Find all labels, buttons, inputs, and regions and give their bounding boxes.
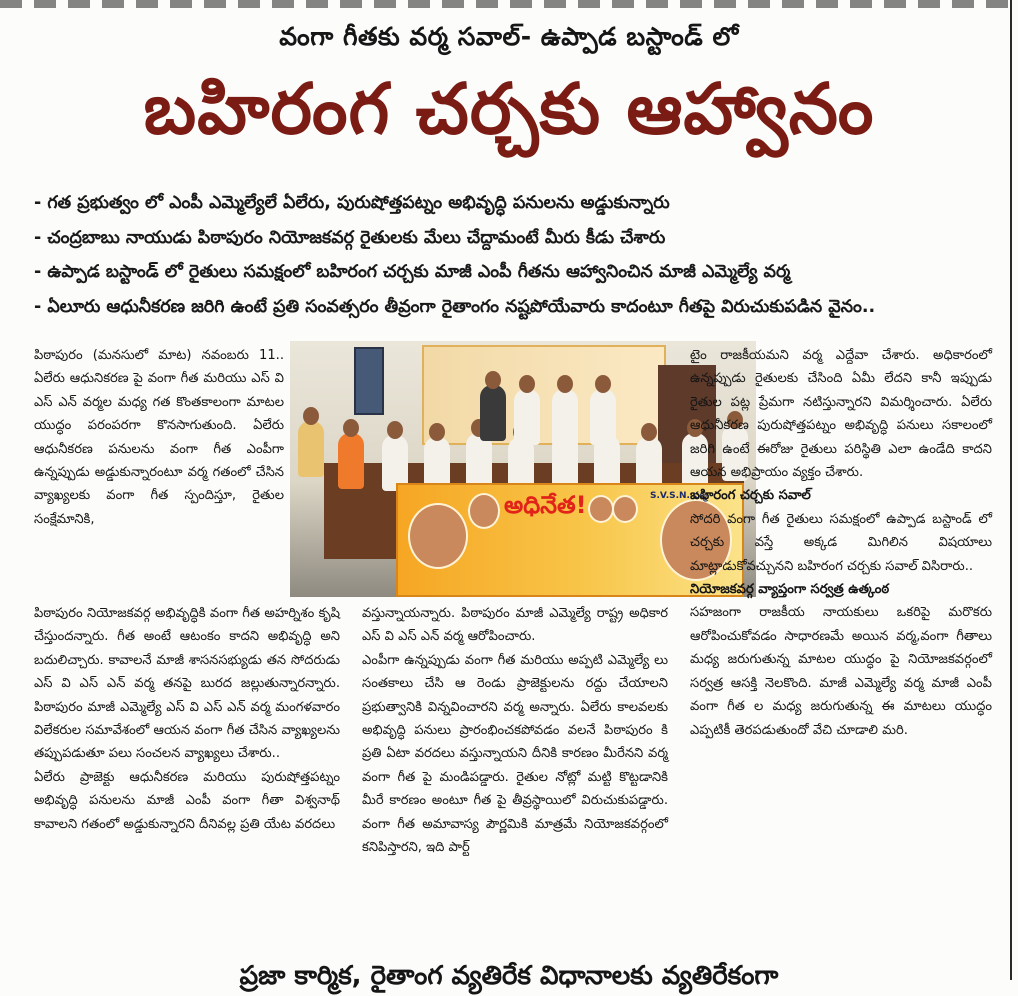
person	[298, 421, 324, 477]
body-paragraph: పిఠాపురం నియోజకవర్గ అభివృద్ధికి వంగా గీత అహర్నిశం కృషి చేస్తుందన్నారు. గీత అంటే ఆటంకం కాదని అభివృద్ధి అని బదులిచ్చారు. కావాలనే మాజీ శాసనసభ్యుడు తన సోదరుడు ఎస్ వి ఎస్ ఎన్ వర్మ తనపై బురద జల్లుతున్నారన్నారు. పిఠాపురం మాజీ ఎమ్మెల్యే ఎస్ వి ఎస్ ఎన్ వర్మ మంగళవారం విలేకరుల సమావేశంలో ఆయన వంగా గీత చేసిన వ్యాఖ్యలను తప్పుపడుతూ పలు సంచలన వ్యాఖ్యలు చేశారు..	[34, 606, 340, 762]
column-1-bottom	[34, 602, 340, 836]
body-paragraph: ఎంపీగా ఉన్నప్పుడు వంగా గీత మరియు అప్పటి ఎమ్మెల్యే లు సంతకాలు చేసి ఆ రెండు ప్రాజెక్టులను రద్దు చేయాలని ప్రభుత్వానికి విన్నవించారని వర్మ అన్నారు. ఏలేరు కాలవలకు అభివృద్ధి పనులు ప్రారంభించకపోవడం వలనే పిఠాపురం కి ప్రతి ఏటా వరదలు వస్తున్నాయని దీనికి కారణం మీరేనని వర్మ వంగా గీత పై మండిపడ్డారు. రైతుల నోట్లో మట్టి కొట్టడానికి మీరే కారణం అంటూ గీత పై తీవ్రస్థాయిలో విరుచుకుపడ్డారు. వంగా గీత అమావాస్య పౌర్ణమికి మాత్రమే నియోజకవర్గంలో కనిపిస్తారని, ఇది పార్ట్	[362, 652, 668, 856]
person-head	[557, 375, 573, 393]
banner-name: S.V.S.N. వర్మ	[650, 491, 707, 501]
person-head	[485, 371, 501, 389]
banner-portrait	[468, 493, 500, 529]
banner-title: అధినేత!	[504, 491, 587, 519]
body-paragraph: ఏలేరు ప్రాజెక్టు ఆధునీకరణ మరియు పురుషోత్తపట్నం అభివృద్ధి పనులను మాజీ ఎంపీ వంగా గీతా విశ్వనాథ్ కావాలని గతంలో అడ్డుకున్నారని దీనివల్ల ప్రతి యేట వరదలు	[34, 769, 340, 832]
previous-article-edge	[0, 0, 1018, 8]
wall-portrait	[354, 347, 384, 415]
bullet-item: - ఉప్పాడ బస్టాండ్ లో రైతులు సమక్షంలో బహిరంగ చర్చకు మాజీ ఎంపీ గీతను ఆహ్వానించిన మాజీ ఎమ్మెల్యే వర్మ	[34, 262, 791, 282]
body-paragraph: టైం రాజకీయమని వర్మ ఎద్దేవా చేశారు. అధికారంలో ఉన్నప్పుడు రైతులకు చేసింది ఏమీ లేదని కానీ ఇప్పుడు రైతుల పట్ల ప్రేమగా నటిస్తున్నారని విమర్శించారు. ఏలేరు ఆధునీకరణ పురుషోత్తపట్నం అభివృద్ధి పనులు సకాలంలో జరిగి ఉంటే ఈరోజు రైతులు పరిస్థితి ఎలా ఉండేది కాదని ఆయన అభిప్రాయం వ్యక్తం చేశారు.	[690, 348, 992, 481]
banner-portrait	[612, 495, 638, 523]
main-headline: బహిరంగ చర్చకు ఆహ్వానం	[143, 68, 875, 150]
body-paragraph: పిఠాపురం (మనసులో మాట) నవంబరు 11.. ఏలేరు ఆధునికరణ పై వంగా గీత మరియు ఎస్ వి ఎస్ ఎన్ వర్మల మధ్య గత కొంతకాలంగా మాటల యుద్ధం పరంపరగా కొనసాగుతుంది. ఏలేరు ఆధునీకరణ పనులను వంగా గీత ఎంపీగా ఉన్నప్పుడు అడ్డుకున్నారంటూ వర్మ గతంలో చేసిన వ్యాఖ్యలకు వంగా గీత స్పందిస్తూ, రైతుల సంక్షేమానికి,	[34, 348, 284, 527]
bullet-item: - గత ప్రభుత్వం లో ఎంపీ ఎమ్మెల్యేలే ఏలేరు, పురుషోత్తపట్నం అభివృద్ధి పనులను అడ్డుకున్నారు	[34, 193, 670, 213]
body-paragraph: సోదరి వంగా గీత రైతులు సమక్షంలో ఉప్పాడ బస్టాండ్ లో చర్చకు వస్తే అక్కడ మిగిలిన విషయాలు మాట్లాడుకోవచ్చునని బహిరంగ చర్చకు సవాల్ విసిరారు..	[690, 511, 992, 574]
person	[590, 389, 616, 445]
person	[514, 389, 540, 445]
banner-portrait	[408, 503, 468, 569]
subheading: నియోజకవర్గ వ్యాప్తంగా సర్వత్ర ఉత్కంఠ	[690, 582, 890, 598]
wall-banner	[422, 345, 666, 445]
column-2	[362, 602, 668, 859]
person-head	[343, 419, 359, 437]
press-meet-photo	[290, 341, 756, 597]
person-head	[303, 407, 319, 425]
next-article-headline: ప్రజా కార్మిక, రైతాంగ వ్యతిరేక విధానాలకు వ్యతిరేకంగా	[239, 961, 779, 991]
body-paragraph: సహజంగా రాజకీయ నాయకులు ఒకరిపై మరొకరు ఆరోపించుకోవడం సాధారణమే అయిన వర్మ,వంగా గీతాలు మధ్య జరుగుతున్న మాటల యుద్ధం పై నియోజకవర్గంలో సర్వత్ర ఆసక్తి నెలకొంది. మాజీ ఎమ్మెల్యే వర్మ మాజీ ఎంపీ వంగా గీత ల మధ్య జరుగుతున్న ఈ మాటలు యుద్ధం ఎప్పటికీ తెరపడుతుందో వేచి చూడాలి మరి.	[690, 605, 992, 738]
kicker-headline: వంగా గీతకు వర్మ సవాల్- ఉప్పాడ బస్టాండ్ లో	[279, 22, 739, 51]
column-1-top	[34, 344, 284, 531]
person-head	[519, 375, 535, 393]
body-paragraph: వస్తున్నాయన్నారు. పిఠాపురం మాజీ ఎమ్మెల్యే రాష్ట్ర అధికార ఎస్ వి ఎస్ ఎన్ వర్మ ఆరోపించారు.	[362, 606, 668, 645]
person	[466, 433, 492, 489]
person-head	[429, 423, 445, 441]
banner-portrait	[588, 495, 614, 523]
person-head	[641, 423, 657, 441]
subheading: బహిరంగ చర్చకు సవాల్	[690, 488, 811, 504]
person	[480, 385, 506, 441]
person-head	[387, 421, 403, 439]
person	[552, 389, 578, 445]
person	[338, 433, 364, 489]
bullet-item: - చంద్రబాబు నాయుడు పిఠాపురం నియోజకవర్గ రైతులకు మేలు చేద్దామంటే మీరు కీడు చేశారు	[34, 227, 666, 248]
highlight-bullets	[34, 186, 1000, 324]
bullet-item: - ఏలూరు ఆధునీకరణ జరిగి ఉంటే ప్రతి సంవత్సరం తీవ్రంగా రైతాంగం నష్టపోయేవారు కాదంటూ గీతపై విరుచుకుపడిన వైనం..	[34, 296, 876, 317]
column-3	[690, 344, 992, 742]
person-head	[595, 375, 611, 393]
